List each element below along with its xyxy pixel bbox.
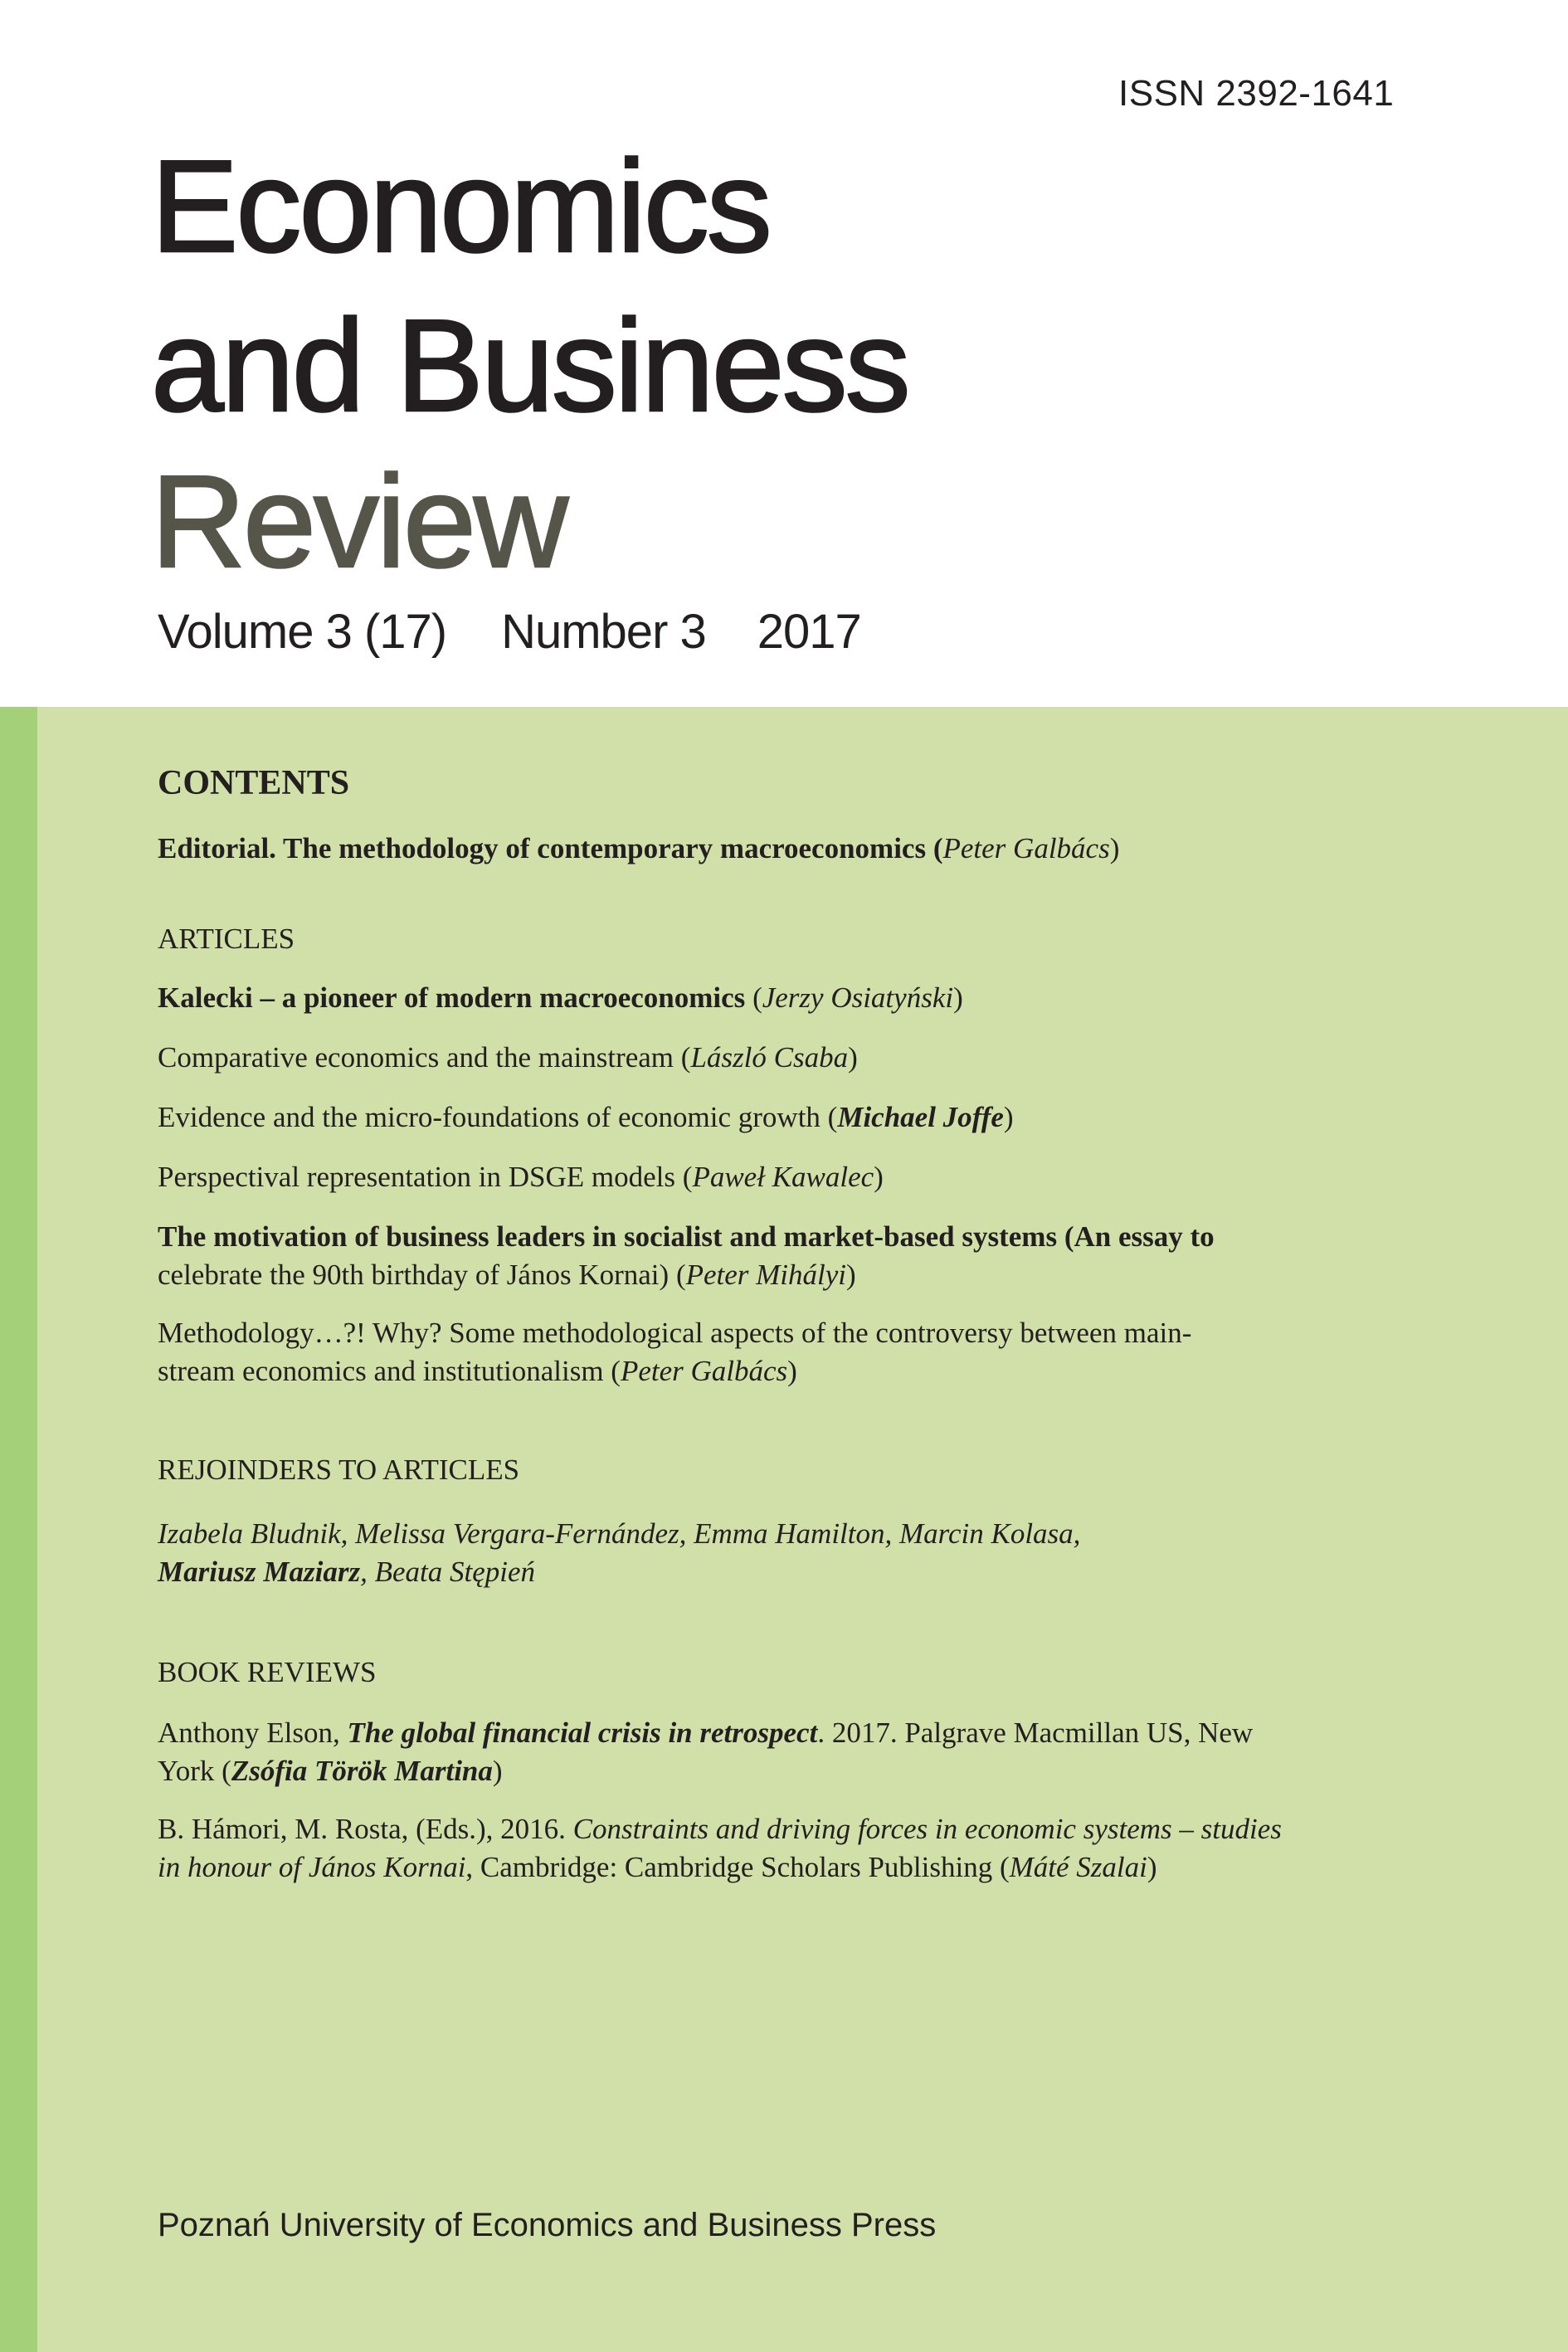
- editorial-author: Peter Galbács: [942, 832, 1110, 864]
- journal-title-line-3: Review: [151, 449, 567, 595]
- issn-number: ISSN 2392-1641: [1118, 73, 1395, 114]
- article-title: Evidence and the micro-foundations of economic growth: [158, 1101, 821, 1133]
- paren-open: (: [745, 981, 762, 1014]
- rejoinders-heading: REJOINDERS TO ARTICLES: [158, 1454, 520, 1486]
- rejoinder-author-bold: Mariusz Maziarz: [158, 1556, 361, 1588]
- accent-stripe: [0, 707, 37, 2352]
- contents-heading: CONTENTS: [158, 764, 350, 802]
- issue-info: [158, 604, 861, 660]
- paren-close: ): [953, 981, 963, 1014]
- book-review-entry: [158, 1714, 1336, 1790]
- paren-close: ): [1147, 1851, 1157, 1883]
- article-author: Peter Galbács: [620, 1355, 788, 1387]
- article-title: Kalecki – a pioneer of modern macroeconomics: [158, 981, 746, 1014]
- article-title: Perspectival representation in DSGE models: [158, 1161, 676, 1193]
- book-author: Anthony Elson,: [158, 1717, 348, 1749]
- article-entry: [158, 1218, 1336, 1294]
- paren-close: ): [1003, 1101, 1014, 1133]
- paren-open: (: [603, 1355, 621, 1387]
- article-author: Michael Joffe: [837, 1101, 1004, 1133]
- rejoinders-authors-line-1: Izabela Bludnik, Melissa Vergara-Fernández, Emma Hamilton, Marcin Kolasa,: [158, 1517, 1081, 1550]
- editorial-entry: [158, 830, 1336, 868]
- publisher-name: Poznań University of Economics and Business Press: [158, 2207, 937, 2243]
- article-title-line-2: stream economics and institutionalism: [158, 1355, 604, 1387]
- article-entry: [158, 1314, 1336, 1390]
- paren-open: (: [669, 1259, 686, 1291]
- book-details-line-2: York (: [158, 1755, 231, 1787]
- article-entry: [158, 1098, 1336, 1137]
- article-author: Peter Mihályi: [685, 1259, 846, 1291]
- paren-open: (: [674, 1041, 691, 1074]
- journal-title-line-1: Economics: [151, 134, 770, 280]
- volume: Volume 3 (17): [158, 605, 447, 659]
- article-entry: [158, 1158, 1336, 1196]
- paren-close: ): [1109, 832, 1120, 864]
- book-details: , Cambridge: Cambridge Scholars Publishing (: [465, 1851, 1010, 1883]
- paren-open: (: [675, 1161, 693, 1193]
- article-author: László Csaba: [690, 1041, 849, 1074]
- rejoinders-entry: [158, 1515, 1336, 1591]
- journal-title-line-2: and Business: [151, 293, 908, 439]
- article-title: Comparative economics and the mainstream: [158, 1041, 674, 1074]
- book-prefix: B. Hámori, M. Rosta, (Eds.), 2016.: [158, 1813, 573, 1845]
- book-title: The global financial crisis in retrospect: [347, 1717, 818, 1749]
- paren-close: ): [787, 1355, 797, 1387]
- book-reviewer: Máté Szalai: [1009, 1851, 1147, 1883]
- article-author: Paweł Kawalec: [692, 1161, 874, 1193]
- editorial-title: Editorial. The methodology of contemporary macroeconomics: [158, 832, 927, 864]
- article-entry: [158, 1039, 1336, 1077]
- paren-close: ): [848, 1041, 858, 1074]
- book-title-line-1: Constraints and driving forces in economic systems – studies: [572, 1813, 1282, 1845]
- paren-close: ): [874, 1161, 884, 1193]
- book-details: . 2017. Palgrave Macmillan US, New: [817, 1717, 1254, 1749]
- paren-close: ): [492, 1755, 503, 1787]
- rejoinders-authors-rest: , Beata Stępień: [360, 1556, 536, 1588]
- book-review-entry: [158, 1810, 1336, 1887]
- article-title-line-1: Methodology…?! Why? Some methodological aspects of the controversy between main-: [158, 1317, 1192, 1349]
- book-title-line-2: in honour of János Kornai: [158, 1851, 466, 1883]
- book-reviewer: Zsófia Török Martina: [231, 1755, 493, 1787]
- article-entry: [158, 979, 1336, 1017]
- articles-heading: ARTICLES: [158, 923, 295, 955]
- article-title-line-1: The motivation of business leaders in socialist and market-based systems (An essay to: [158, 1220, 1215, 1253]
- issue-year: 2017: [757, 605, 861, 659]
- issue-number: Number 3: [501, 605, 706, 659]
- article-title-line-2: celebrate the 90th birthday of János Kornai): [158, 1259, 670, 1291]
- paren-open: (: [926, 832, 943, 864]
- article-author: Jerzy Osiatyński: [762, 981, 954, 1014]
- book-reviews-heading: BOOK REVIEWS: [158, 1656, 377, 1688]
- paren-close: ): [846, 1259, 856, 1291]
- paren-open: (: [820, 1101, 838, 1133]
